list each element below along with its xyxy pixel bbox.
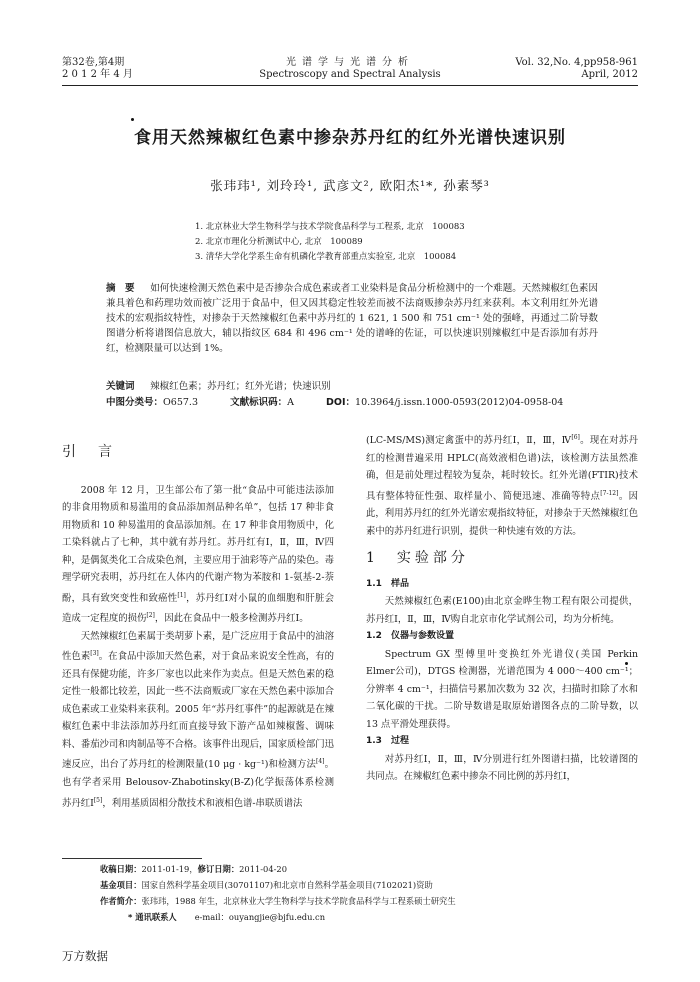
footnote-dates: 收稿日期：2011-01-19，修订日期：2011-04-20 [100, 864, 287, 874]
doi-value: 10.3964/j.issn.1000-0593(2012)04-0958-04 [355, 397, 564, 408]
right-paragraph-1: (LC-MS/MS)测定禽蛋中的苏丹红Ⅰ，Ⅱ，Ⅲ，Ⅳ[6]。现在对苏丹红的检测普遍采用 HPLC(高效液相色谱)法，该检测方法虽然准确，但是前处理过程较为复杂，耗时较长。红外光谱(FTIR)技术具有整体特征性强、取样量小、简便迅速、准确等特点[7-12]。因此，利用苏丹红的红外光谱宏观指纹特征，对掺杂于天然辣椒红色素中的苏丹红进行识别，提供一种快速有效的方法。 [366, 434, 638, 537]
section-1-3-heading: 1.3 过程 [366, 736, 409, 747]
keywords [106, 380, 331, 394]
doc-value: A [287, 397, 294, 408]
date-en: April, 2012 [581, 69, 638, 80]
author-list: 张玮玮¹, 刘玲玲¹, 武彦文², 欧阳杰¹*, 孙素琴³ [210, 178, 490, 193]
keywords-label: 关键词 [106, 381, 135, 392]
right-column [366, 429, 638, 786]
section-1-3-text: 对苏丹红Ⅰ，Ⅱ，Ⅲ，Ⅳ分别进行红外图谱扫描，比较谱图的共同点。在辣椒红色素中掺杂不同比例的苏丹红Ⅰ， [366, 753, 638, 783]
intro-heading: 引 言 [62, 444, 116, 460]
header-issue [515, 57, 638, 81]
footnote-rule [62, 858, 202, 859]
clc-value: O657.3 [163, 397, 199, 408]
section-1-2-heading: 1.2 仪器与参数设置 [366, 631, 454, 642]
clc-label: 中图分类号： [106, 397, 164, 408]
abstract-label: 摘 要 [106, 283, 135, 294]
volume-cn: 第32卷,第4期 [62, 57, 125, 68]
affiliation-2: 2. 北京市理化分析测试中心, 北京 100089 [195, 237, 363, 247]
abstract-text: 如何快速检测天然色素中是否掺杂合成色素或者工业染料是食品分析检测中的一个难题。天然辣椒红色素因兼具着色和药理功效而被广泛用于食品中，但又因其稳定性较差而被不法商贩掺杂苏丹红来获利。本文利用红外光谱技术的宏观指纹特性，对掺杂于天然辣椒红色素中苏丹红的 1 621, 1 500 和 751 cm⁻¹ 处的强峰，再通过二阶导数图谱分析将谱图信息放大，辅以指纹区 684 和 496 cm⁻¹ 处的谱峰的佐证，可以快速识别辣椒红中是否添加有苏丹红，检测限量可以达到 1%。 [106, 283, 598, 354]
left-column [62, 444, 334, 812]
watermark: 万方数据 [62, 949, 108, 963]
classification [106, 396, 563, 410]
header-rule [62, 85, 638, 86]
section-1-heading: 1 实验部分 [366, 550, 469, 567]
journal-name-cn: 光谱学与光谱分析 [286, 57, 414, 68]
journal-name-en: Spectroscopy and Spectral Analysis [259, 69, 441, 80]
keywords-text: 辣椒红色素；苏丹红；红外光谱；快速识别 [150, 381, 331, 392]
doi-label: DOI： [326, 397, 356, 408]
abstract [106, 281, 598, 356]
footnote-author-bio: 作者简介：张玮玮，1988 年生，北京林业大学生物科学与技术学院食品科学与工程系硕士研究生 [100, 896, 456, 906]
section-1-1-heading: 1.1 样品 [366, 578, 409, 589]
speck [625, 662, 628, 665]
section-1-2-text: Spectrum GX 型傅里叶变换红外光谱仪(美国 Perkin Elmer公司)，DTGS 检测器，光谱范围为 4 000～400 cm⁻¹；分辨率 4 cm⁻¹，扫描信号累加次数为 32 次，扫描时扣除了水和二氧化碳的干扰。二阶导数谱是取原始谱图各点的二阶导数，以 13 点平滑处理获得。 [366, 648, 638, 730]
speck [131, 118, 134, 121]
date-cn: 2 0 1 2 年 4 月 [62, 69, 133, 80]
affiliation-1: 1. 北京林业大学生物科学与技术学院食品科学与工程系, 北京 100083 [195, 222, 465, 232]
doc-label: 文献标识码： [230, 397, 288, 408]
affiliation-3: 3. 清华大学化学系生命有机磷化学教育部重点实验室, 北京 100084 [195, 252, 457, 262]
footnote-funding: 基金项目：国家自然科学基金项目(30701107)和北京市自然科学基金项目(7102021)资助 [100, 880, 433, 890]
section-1-1-text: 天然辣椒红色素(E100)由北京金晔生物工程有限公司提供，苏丹红Ⅰ，Ⅱ，Ⅲ，Ⅳ购自北京市化学试剂公司，均为分析纯。 [366, 596, 638, 625]
intro-paragraph-1: 2008 年 12 月，卫生部公布了第一批“食品中可能违法添加的非食用物质和易滥用的食品添加剂品种名单”，包括 17 种非食用物质和 10 种易滥用的食品添加剂。在 17 种非食用物质中，化工染料就占了七种，其中就有苏丹红。苏丹红有Ⅰ，Ⅱ，Ⅲ，Ⅳ四种，是偶氮类化工合成染色剂，主要应用于油彩等产品的染色。毒理学研究表明，苏丹红在人体内的代谢产物为苯胺和 1-氨基-2-萘酚，具有致突变性和致癌性[1]，苏丹红Ⅰ对小鼠的血细胞和肝脏会造成一定程度的损伤[2]，因此在食品中一般多检测苏丹红Ⅰ。 [62, 484, 334, 625]
paper-title: 食用天然辣椒红色素中掺杂苏丹红的红外光谱快速识别 [134, 128, 566, 148]
footnote-contact: * 通讯联系人 e-mail：ouyangjie@bjfu.edu.cn [128, 912, 326, 922]
intro-paragraph-2: 天然辣椒红色素属于类胡萝卜素，是广泛应用于食品中的油溶性色素[3]。在食品中添加天然色素，对于食品来说安全性高，有的还具有保健功能，许多厂家也以此来作为卖点。但是天然色素的稳定性一般都比较差，因此一些不法商贩或厂家在天然色素中添加合成色素或工业染料来获利。2005 年“苏丹红事件”的起源就是在辣椒红色素中非法添加苏丹红而直接导致下游产品如辣椒酱、调味料、番茄沙司和肉制品等不合格。该事件出现后，国家质检部门迅速反应，出台了苏丹红的检测限量(10 μg · kg⁻¹)和检测方法[4]。也有学者采用 Belousov-Zhabotinsky(B-Z)化学振荡体系检测苏丹红Ⅰ[5]，利用基质固相分散技术和液相色谱-串联质谱法 [62, 630, 334, 809]
volume-en: Vol. 32,No. 4,pp958-961 [515, 57, 638, 68]
